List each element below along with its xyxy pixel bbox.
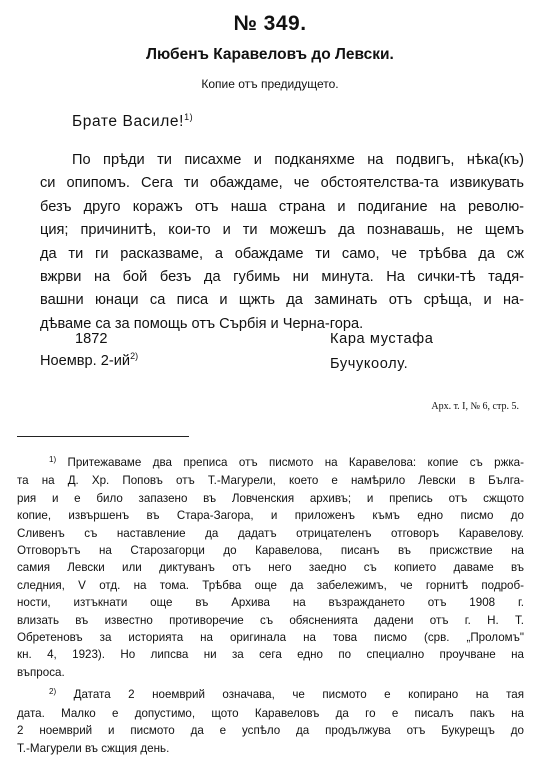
letter-date-year: 1872 (75, 331, 108, 347)
footnote-line: 2 ноемврий и писмото да е успѣло да продължува отъ Букурещъ до (17, 724, 524, 738)
letter-line: си опипомъ. Сега ти обаждаме, че обстоятелства-та извикувать (40, 175, 524, 192)
footnote-line: дата. Малко е допустимо, щото Каравеловъ да го е писалъ пакъ на (17, 706, 524, 720)
footnote-line: въпроса. (17, 665, 65, 679)
letter-line: ция; причинитѣ, кои-то и ти можешъ да познавашь, не щемъ (40, 222, 524, 239)
letter-body (40, 149, 524, 336)
footnote-ref-1: 1) (184, 112, 194, 122)
letter-line: безъ друго коражъ отъ наша страна и подигание на револю- (40, 198, 524, 215)
footnote-line (17, 686, 524, 704)
document-number: № 349. (233, 12, 307, 35)
date-day-text: Ноемвр. 2-ий (40, 353, 131, 369)
footnotes (17, 454, 524, 757)
letter-line: вашни юнаци са писа и щжть да заминать отъ срѣща, и на- (40, 292, 524, 309)
letter-line: По прѣди ти писахме и подканяхме на подвигъ, нѣка(къ) (72, 152, 524, 168)
footnote-line: Т.-Магурели въ сжщия день. (17, 741, 170, 755)
letter-line: вжрви на бой безъ да губимь ни минута. На сички-тѣ тадя- (40, 269, 524, 286)
signature-line-2: Бучукоолу. (330, 356, 409, 372)
footnote-ref-2: 2) (130, 351, 139, 361)
footnote-line-text: Датата 2 ноемврий означава, че писмото е копирано на тая (73, 688, 524, 702)
archive-reference: Арх. т. I, № 6, стр. 5. (431, 401, 519, 412)
footnote-line: влизать въ известно противоречие съ обясненията дадени отъ г. Н. Т. (17, 613, 524, 627)
letter-line: дѣваме са за помощь отъ Сърбія и Черна-гора. (40, 315, 364, 332)
footnote-line-text: Притежаваме два преписа отъ писмото на Каравелова: копие съ ржка- (67, 456, 524, 469)
footnote-line: ности, изтъкнати още въ Архива на възраждането отъ 1908 г. (17, 596, 524, 610)
footnote-divider (17, 436, 189, 437)
salutation-text: Брате Василе! (72, 113, 185, 130)
footnote-marker: 2) (49, 687, 57, 697)
footnote-line: кн. 4, 1923). Но липсва ни за сега едно по специално проучване на (17, 648, 524, 662)
letter-salutation (72, 113, 193, 131)
footnote-marker: 1) (49, 455, 57, 464)
footnote-1 (17, 454, 524, 681)
footnote-line: самия Левски или диктуванъ отъ него заедно съ копието даваме въ (17, 561, 524, 575)
footnote-line (17, 454, 524, 472)
footnote-line: та на Д. Хр. Поповъ отъ Т.-Магурели, което е намѣрило Левски в Бълга- (17, 474, 524, 488)
footnote-2 (17, 686, 524, 757)
footnote-line: Обретеновъ за историята на оригинала на това писмо (срв. „Проломъ" (17, 631, 524, 645)
letter-date-day (40, 353, 138, 369)
footnote-line: Сливенъ съ наставление да дадатъ отрицателенъ отговоръ Каравелову. (17, 526, 524, 540)
document-subtitle: Копие отъ предидущето. (201, 77, 339, 91)
signature-line-1: Кара мустафа (330, 331, 434, 347)
footnote-line: Отговорътъ на Старозагорци до Каравелова, писанъ въ присжствие на (17, 544, 524, 558)
footnote-line: следния, V отд. на тома. Трѣбва още да забележимъ, че горнитѣ подроб- (17, 578, 524, 592)
footnote-line: копие, извършенъ въ Стара-Загора, и приложенъ къмъ едно писмо до (17, 509, 524, 523)
footnote-line: рия и е било запазено въ Ловченския архивъ; и препись отъ сжщото (17, 491, 524, 505)
document-title: Любенъ Каравеловъ до Левски. (146, 46, 394, 63)
letter-line: да ти ги расказваме, а обаждаме ти само, че трѣбва да сж (40, 245, 524, 262)
